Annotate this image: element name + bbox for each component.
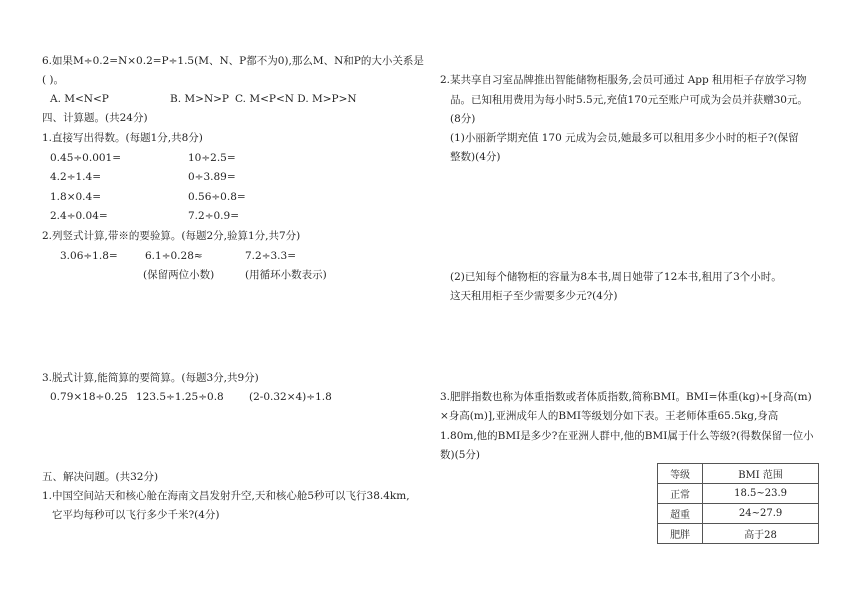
problem-2-part-1-line-1: (1)小丽新学期充值 170 元成为会员,她最多可以租用多少小时的柜子?(保留	[450, 132, 799, 144]
oral-calc-item: 0÷3.89=	[188, 171, 236, 183]
stepwise-calc-item: (2-0.32×4)÷1.8	[249, 391, 332, 403]
table-header-row	[658, 464, 819, 484]
problem-3-line-4: 数)(5分)	[440, 449, 480, 461]
calc-q2-title: 2.列竖式计算,带※的要验算。(每题2分,验算1分,共7分)	[42, 230, 301, 242]
table-row	[658, 504, 819, 524]
vertical-calc-note: (用循环小数表示)	[245, 269, 327, 281]
problem-2-part-1-line-2: 整数)(4分)	[450, 151, 501, 163]
oral-calc-item: 1.8×0.4=	[50, 191, 101, 203]
question-6-answer-bracket: ( )。	[42, 74, 65, 86]
vertical-calc-note: (保留两位小数)	[143, 269, 215, 281]
problem-1-line-1: 1.中国空间站天和核心舱在海南文昌发射升空,天和核心舱5秒可以飞行38.4km,	[42, 490, 410, 502]
section-5-title: 五、解决问题。(共32分)	[42, 471, 159, 483]
bmi-table	[657, 463, 819, 544]
stepwise-calc-item: 123.5÷1.25÷0.8	[136, 391, 224, 403]
table-cell: 24~27.9	[703, 504, 819, 524]
table-cell: 正常	[658, 484, 703, 504]
table-cell: 18.5~23.9	[703, 484, 819, 504]
table-row	[658, 524, 819, 544]
oral-calc-item: 7.2÷0.9=	[188, 210, 239, 222]
table-cell: 超重	[658, 504, 703, 524]
problem-1-line-2: 它平均每秒可以飞行多少千米?(4分)	[52, 509, 220, 521]
problem-2-score: (8分)	[450, 113, 476, 125]
problem-3-line-3: 1.80m,他的BMI是多少?在亚洲人群中,他的BMI属于什么等级?(得数保留一位小	[440, 430, 814, 442]
section-4-title: 四、计算题。(共24分)	[42, 112, 148, 124]
problem-2-line-1: 2.某共享自习室品牌推出智能储物柜服务,会员可通过 App 租用柜子存放学习物	[440, 74, 807, 86]
question-6-option-cd: C. M<P<N D. M>P>N	[235, 93, 357, 105]
oral-calc-item: 4.2÷1.4=	[50, 171, 101, 183]
table-cell: 高于28	[703, 524, 819, 544]
table-cell: 肥胖	[658, 524, 703, 544]
calc-q3-title: 3.脱式计算,能简算的要简算。(每题3分,共9分)	[42, 372, 259, 384]
problem-2-part-2-line-1: (2)已知每个储物柜的容量为8本书,周日她带了12本书,租用了3个小时。	[450, 271, 782, 283]
vertical-calc-item: 3.06÷1.8=	[60, 250, 118, 262]
oral-calc-item: 0.56÷0.8=	[188, 191, 246, 203]
problem-3-line-2: ×身高(m)],亚洲成年人的BMI等级划分如下表。王老师体重65.5kg,身高	[440, 410, 779, 422]
question-6-option-a: A. M<N<P	[50, 93, 109, 105]
question-6-option-b: B. M>N>P	[170, 93, 229, 105]
oral-calc-item: 2.4÷0.04=	[50, 210, 108, 222]
vertical-calc-item: 7.2÷3.3=	[245, 250, 296, 262]
problem-2-part-2-line-2: 这天租用柜子至少需要多少元?(4分)	[450, 290, 618, 302]
oral-calc-item: 0.45÷0.001=	[50, 152, 122, 164]
stepwise-calc-item: 0.79×18÷0.25	[50, 391, 128, 403]
question-6-line-1: 6.如果M÷0.2=N×0.2=P÷1.5(M、N、P都不为0),那么M、N和P的大小关系是	[42, 55, 424, 67]
problem-3-line-1: 3.肥胖指数也称为体重指数或者体质指数,简称BMI。BMI=体重(kg)÷[身高(m)	[440, 391, 812, 403]
table-header-cell: BMI 范围	[703, 464, 819, 484]
table-header-cell: 等级	[658, 464, 703, 484]
vertical-calc-item: 6.1÷0.28≈	[145, 250, 203, 262]
table-row	[658, 484, 819, 504]
calc-q1-title: 1.直接写出得数。(每题1分,共8分)	[42, 132, 203, 144]
oral-calc-item: 10÷2.5=	[188, 152, 236, 164]
problem-2-line-2: 品。已知租用费用为每小时5.5元,充值170元至账户可成为会员并获赠30元。	[450, 94, 808, 106]
